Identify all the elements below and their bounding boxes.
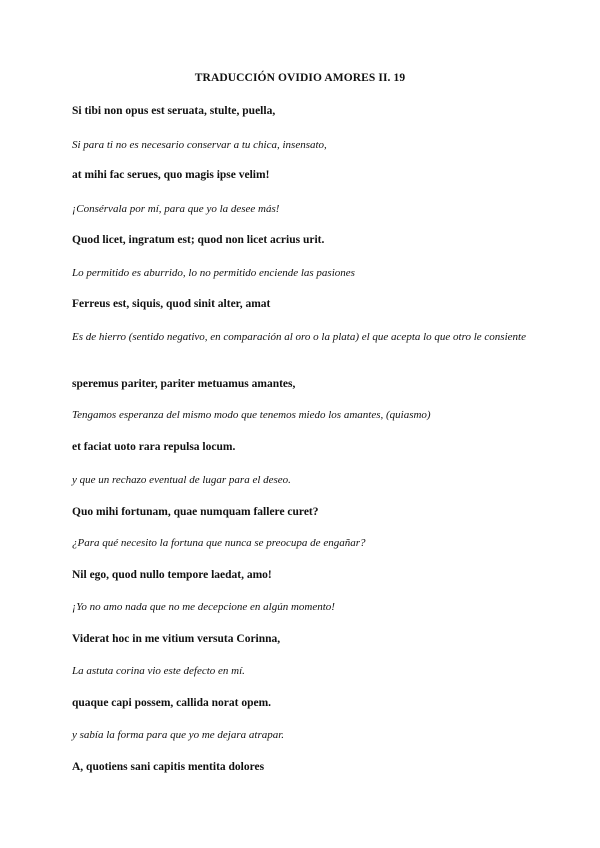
spanish-translation-5: Tengamos esperanza del mismo modo que tenemos miedo los amantes, (quiasmo) <box>72 409 431 421</box>
spanish-translation-8: ¡Yo no amo nada que no me decepcione en algún momento! <box>72 601 335 613</box>
spanish-translation-9: La astuta corina vio este defecto en mí. <box>72 665 245 677</box>
spanish-translation-7: ¿Para qué necesito la fortuna que nunca se preocupa de engañar? <box>72 537 366 549</box>
latin-verse-3: Quod licet, ingratum est; quod non licet acrius urit. <box>72 234 325 246</box>
document-title: TRADUCCIÓN OVIDIO AMORES II. 19 <box>194 72 406 84</box>
spanish-translation-10: y sabía la forma para que yo me dejara atrapar. <box>72 729 285 741</box>
latin-verse-6: et faciat uoto rara repulsa locum. <box>72 441 236 453</box>
latin-verse-8: Nil ego, quod nullo tempore laedat, amo! <box>72 569 272 581</box>
spanish-translation-3: Lo permitido es aburrido, lo no permitido enciende las pasiones <box>72 267 355 279</box>
spanish-translation-1: Si para ti no es necesario conservar a tu chica, insensato, <box>72 139 327 151</box>
spanish-translation-2: ¡Consérvala por mí, para que yo la desee más! <box>72 203 280 215</box>
latin-verse-11: A, quotiens sani capitis mentita dolores <box>72 761 265 773</box>
spanish-translation-6: y que un rechazo eventual de lugar para el deseo. <box>72 474 291 486</box>
latin-verse-2: at mihi fac serues, quo magis ipse velim! <box>72 169 270 181</box>
spanish-translation-4: Es de hierro (sentido negativo, en comparación al oro o la plata) el que acepta lo que otro le consiente <box>72 331 526 343</box>
latin-verse-9: Viderat hoc in me vitium versuta Corinna, <box>72 633 281 645</box>
latin-verse-7: Quo mihi fortunam, quae numquam fallere curet? <box>72 506 319 518</box>
latin-verse-5: speremus pariter, pariter metuamus amantes, <box>72 378 296 390</box>
latin-verse-10: quaque capi possem, callida norat opem. <box>72 697 272 709</box>
latin-verse-4: Ferreus est, siquis, quod sinit alter, amat <box>72 298 271 310</box>
latin-verse-1: Si tibi non opus est seruata, stulte, puella, <box>72 105 276 117</box>
